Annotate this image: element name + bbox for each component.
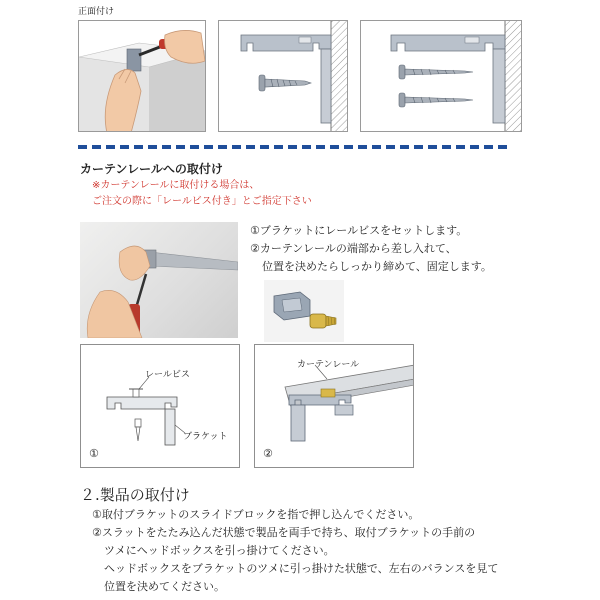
rail-screw-parts-icon	[264, 280, 344, 342]
product-mount-line-5: 位置を決めてください。	[104, 580, 225, 593]
product-mount-line-4: ヘッドボックスをブラケットのツメに引っ掛けた状態で、左右のバランスを見て	[104, 562, 499, 575]
screwdriver-hand-photo	[80, 222, 238, 338]
front-mount-diagram-1	[218, 20, 348, 132]
product-mount-line-2: ②スラットをたたみ込んだ状態で製品を両手で持ち、取付ブラケットの手前の	[92, 526, 476, 539]
rail-step-2: ②カーテンレールの端部から差し入れて、	[250, 242, 457, 255]
rail-screw-label: レールビス	[145, 370, 190, 380]
product-mount-line-1: ①取付ブラケットのスライドブロックを指で押し込んでください。	[92, 508, 420, 521]
front-mount-diagram-2	[360, 20, 522, 132]
front-mount-title: 正面付け	[78, 7, 115, 17]
rail-screw-bracket-diagram	[81, 345, 240, 468]
product-mount-line-3: ツメにヘッドボックスを引っ掛けてください。	[104, 544, 335, 557]
rail-diagram-1	[80, 344, 240, 468]
curtain-rail-label: カーテンレール	[297, 360, 360, 370]
rail-step-1: ①ブラケットにレールビスをセットします。	[250, 224, 468, 237]
hand-install-illustration	[79, 21, 206, 132]
bracket-double-screw-diagram	[361, 21, 522, 132]
bracket-single-screw-diagram	[219, 21, 348, 132]
rail-diagram-2	[254, 344, 414, 468]
front-mount-photo-panel	[78, 20, 206, 132]
rail-mount-note-line-1: ※カーテンレールに取付ける場合は、	[92, 180, 260, 191]
rail-mount-note-line-2: ご注文の際に「レールビス付き」とご指定下さい	[92, 196, 312, 207]
diagram-1-number: ①	[89, 447, 99, 460]
product-mount-heading: ２.製品の取付け	[80, 486, 190, 504]
rail-screw-parts-photo	[264, 280, 344, 342]
bracket-label: ブラケット	[183, 432, 228, 442]
rail-mount-photo	[80, 222, 238, 338]
rail-step-2-cont: 位置を決めたらしっかり締めて、固定します。	[262, 260, 492, 273]
diagram-2-number: ②	[263, 447, 273, 460]
section-divider	[78, 145, 512, 149]
rail-mount-title: カーテンレールへの取付け	[80, 162, 223, 176]
